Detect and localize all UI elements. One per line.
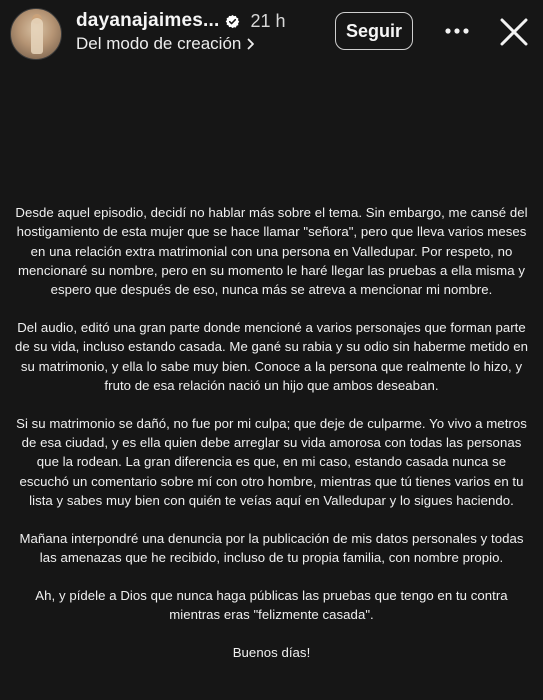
post-time: 21 h — [250, 10, 286, 31]
story-text-block — [14, 203, 529, 662]
username-row — [76, 10, 286, 32]
story-header — [0, 0, 543, 66]
story-paragraph-5: Ah, y pídele a Dios que nunca haga públicas las pruebas que tengo en tu contra mientras eras "felizmente casada". — [35, 587, 508, 623]
story-paragraph-1: Desde aquel episodio, decidí no hablar más sobre el tema. Sin embargo, me cansé del hostigamiento de esta mujer que se hace llamar "señora", pero que lleva varios meses en una relación extra matrimonial con una persona en Valledupar. Por respeto, no mencionaré su nombre, pero en su momento le haré llegar las pruebas a ella misma y espero que después de eso, nunca más se atreva a mencionar mi nombre. — [15, 205, 528, 298]
username-link[interactable]: dayanajaimes... — [76, 10, 220, 31]
verified-badge-icon — [225, 14, 240, 29]
follow-button[interactable]: Seguir — [335, 12, 413, 50]
chevron-right-icon — [247, 38, 255, 50]
creation-mode-link[interactable] — [76, 34, 255, 54]
close-icon — [496, 14, 532, 50]
story-closing: Buenos días! — [232, 644, 311, 660]
creation-mode-label: Del modo de creación — [76, 34, 242, 53]
story-paragraph-2: Del audio, editó una gran parte donde mencioné a varios personajes que forman parte de su vida, incluso estando casada. Me gané su rabia y su odio sin haberme metido en su matrimonio, y ella lo sabe muy bien. Conoce a la persona que realmente lo hizo, y fruto de esa relación nació un hijo que ambos deseaban. — [15, 319, 528, 393]
more-options-button[interactable] — [440, 16, 474, 46]
story-paragraph-4: Mañana interpondré una denuncia por la publicación de mis datos personales y todas las amenazas que he recibido, incluso de tu propia familia, con nombre propio. — [19, 530, 524, 565]
profile-avatar[interactable] — [10, 8, 62, 60]
story-paragraph-3: Si su matrimonio se dañó, no fue por mi culpa; que deje de culparme. Yo vivo a metros de esa ciudad, y es ella quien debe arreglar su vida amorosa con todas las personas que la rodean. La gran diferencia es que, en mi caso, estando casada nunca se escuchó un comentario sobre mí con otro hombre, mientras que tú tienes varios en tu lista y sabes muy bien con quién te veías aquí en Valledupar y lo sigues haciendo. — [16, 415, 527, 508]
more-options-icon — [444, 27, 470, 35]
avatar-figure-shape — [31, 18, 43, 54]
close-button[interactable] — [496, 14, 532, 50]
